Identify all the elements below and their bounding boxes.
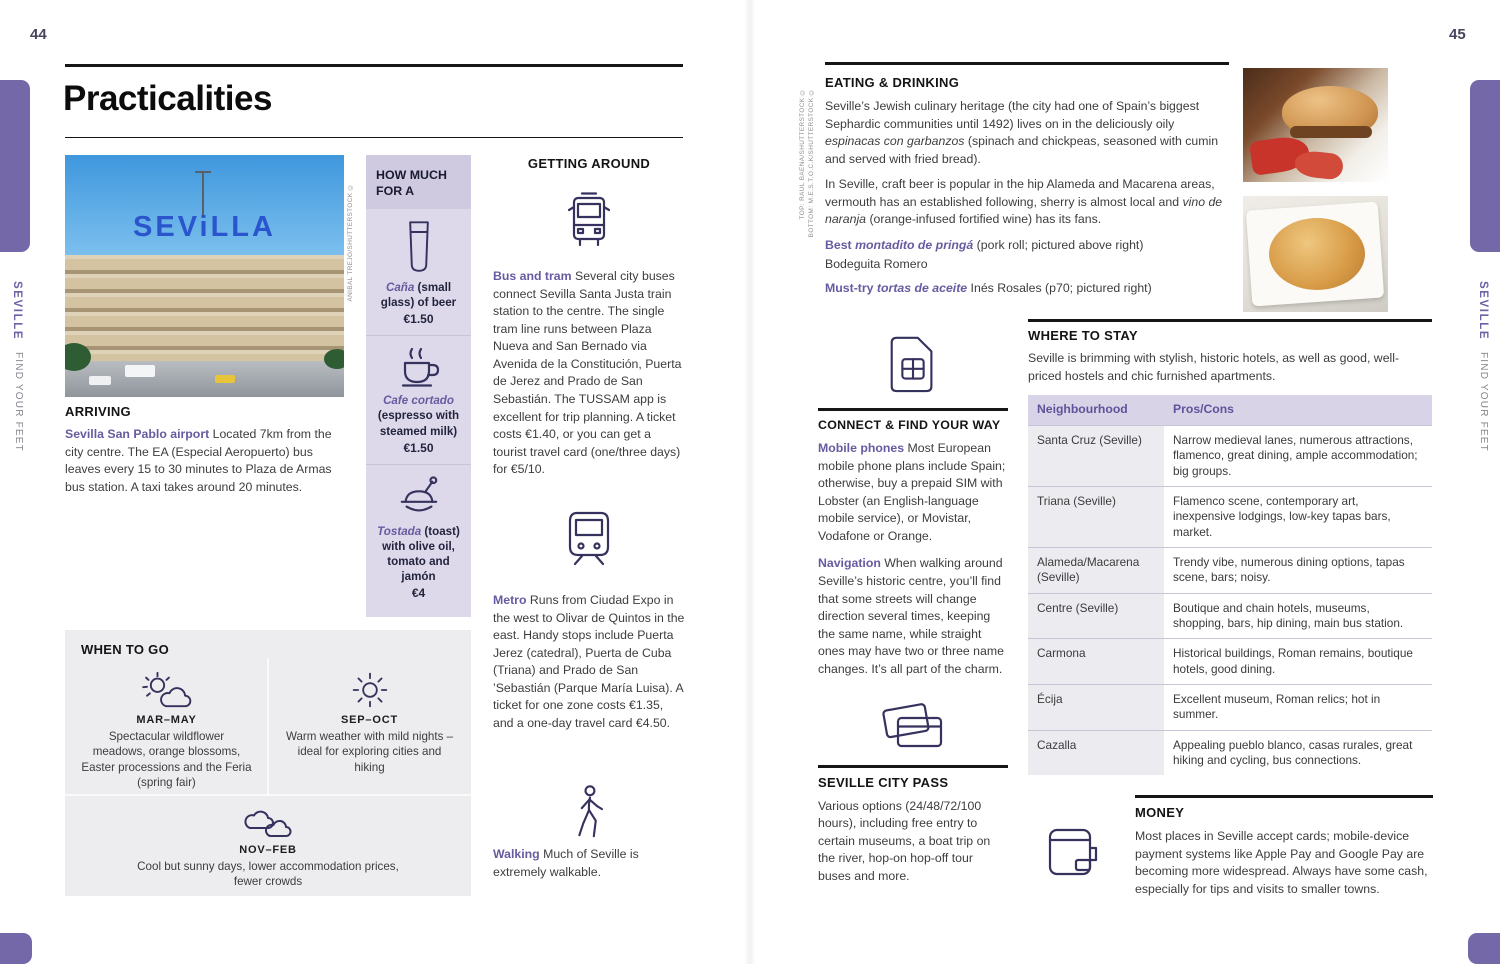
walking-body: Much of Seville is extremely walkable. (493, 847, 639, 879)
paragraph-text: In Seville, craft beer is popular in the hip Alameda and Macarena areas, vermouth has an established following, sherry is almost local and (825, 177, 1215, 209)
page-number-right: 45 (1449, 26, 1466, 43)
money-icon-wrap (1042, 822, 1102, 889)
money-heading: MONEY (1135, 805, 1185, 820)
right-edge-tab (1470, 80, 1500, 252)
credit-cards-icon (881, 699, 945, 751)
tree (324, 349, 344, 369)
walking-person-icon (571, 784, 607, 840)
pros-cons-cell: Boutique and chain hotels, museums, shopping, bars, hip dining, main bus station. (1164, 594, 1432, 639)
sun-icon (349, 670, 391, 710)
metro-lead: Metro (493, 593, 527, 607)
best-recommendation (825, 237, 1229, 255)
how-much-item-beer (366, 209, 471, 335)
bus-tram-paragraph (493, 268, 686, 479)
airport-photo (65, 155, 344, 397)
page-number-left: 44 (30, 26, 47, 43)
section-rule (1028, 319, 1432, 322)
section-rule (825, 62, 1229, 65)
metro-body: Runs from Ciudad Expo in the west to Olivar de Quintos in the east. Handy stops include Puerta Jerez (catedral), Puerta de Cuba (Triana) and Prado de San ’Sebastián (Parque María Luisa). A ticket for one zone costs €1.35, and a one-day travel card €4.50. (493, 593, 685, 731)
title-underline (65, 137, 683, 138)
table-row (1028, 638, 1432, 684)
bus-tram-body: Several city buses connect Sevilla Santa Justa train station to the centre. The single tram line runs between Plaza Nueva and San Bernado via Avenida de la Constitución, Puerta de Jerez and Prado de San Sebastián. The TUSSAM app is excellent for trip planning. A ticket costs €1.40, or you can get a tourist travel card (one/three days) for €5/10. (493, 269, 682, 477)
item-name: Caña (385, 281, 415, 295)
section-rule (818, 765, 1008, 768)
item-name: Tostada (377, 524, 422, 538)
season-text: Warm weather with mild nights – ideal for exploring cities and hiking (285, 730, 454, 774)
table-header-row (1028, 395, 1432, 425)
mobile-phones-body: Most European mobile phone plans include Spain; otherwise, buy a prepaid SIM with Lobster (an English-language mobile service), or Movistar, Vodafone or Orange. (818, 441, 1006, 543)
metro-paragraph (493, 592, 686, 733)
torta-de-aceite-photo (1243, 196, 1388, 312)
must-try-recommendation (825, 280, 1229, 298)
how-much-item-coffee (366, 335, 471, 463)
left-edge-section-label: SEVILLE (11, 281, 23, 341)
navigation-paragraph (818, 555, 1008, 678)
mobile-phones-lead: Mobile phones (818, 441, 905, 455)
sun-cloud-icon (138, 670, 196, 710)
how-much-item-tostada (366, 464, 471, 609)
metro-train-icon (564, 508, 614, 568)
best-label: Best (825, 238, 856, 253)
cloud-icon (240, 802, 296, 840)
season-label: SEP–OCT (341, 714, 398, 726)
item-price: €4 (411, 585, 426, 600)
van (125, 365, 155, 377)
item-desc: (toast) with olive oil, tomato and jamón (382, 524, 460, 583)
item-price: €1.50 (403, 440, 434, 455)
table-row (1028, 730, 1432, 776)
eating-drinking-section (825, 62, 1229, 298)
table-row (1028, 425, 1432, 486)
page-spine (744, 0, 756, 964)
bus-icon (564, 190, 614, 250)
right-edge-chapter-label: FIND YOUR FEET (1478, 352, 1489, 452)
pork-filling (1290, 126, 1372, 138)
season-cell-autumn (268, 670, 471, 775)
paragraph-text: Seville’s Jewish culinary heritage (the city had one of Spain’s biggest Sephardic communities until 1492) lives on in the deliciously oily (825, 99, 1200, 131)
arriving-heading: ARRIVING (65, 404, 131, 419)
left-edge-chapter-label: FIND YOUR FEET (13, 352, 24, 452)
item-name: Cafe cortado (383, 394, 454, 408)
table-row (1028, 684, 1432, 730)
torta-flatbread (1269, 218, 1365, 290)
neighbourhood-cell: Cazalla (1028, 731, 1164, 776)
table-row (1028, 593, 1432, 639)
beer-glass-icon (404, 219, 434, 275)
arriving-body: Located 7km from the city centre. The EA (Especial Aeropuerto) bus leaves every 15 to 30 minutes to Plaza de Armas bus station. A taxi takes around 20 minutes. (65, 427, 332, 494)
season-text: Spectacular wildflower meadows, orange blossoms, Easter processions and the Feria (spring fair) (81, 730, 252, 790)
how-much-panel (366, 155, 471, 617)
best-venue: Bodeguita Romero (825, 256, 928, 271)
paragraph-text: (spinach and chickpeas, seasoned with cumin and served with fried bread). (825, 134, 1219, 166)
taxi (215, 375, 235, 383)
light-mast-bar (195, 171, 211, 173)
neighbourhood-cell: Alameda/Macarena (Seville) (1028, 548, 1164, 593)
connect-heading: CONNECT & FIND YOUR WAY (818, 418, 1001, 432)
neighbourhood-cell: Centre (Seville) (1028, 594, 1164, 639)
page-title: Practicalities (63, 79, 272, 118)
item-price: €1.50 (403, 312, 434, 327)
where-to-stay-section (1028, 319, 1432, 775)
season-label: MAR–MAY (136, 714, 197, 726)
column-header-neighbourhood: Neighbourhood (1028, 395, 1164, 425)
connect-section (818, 334, 1008, 885)
tomato-wedge (1294, 150, 1344, 181)
must-try-note: Inés Rosales (p70; pictured right) (967, 281, 1152, 296)
where-to-stay-heading: WHERE TO STAY (1028, 328, 1138, 343)
sim-card-icon (886, 334, 940, 394)
must-try-label: Must-try (825, 281, 877, 296)
season-cell-spring (65, 670, 268, 791)
pros-cons-cell: Flamenco scene, contemporary art, inexpensive lodgings, low-key tapas bars, market. (1164, 487, 1432, 547)
photo-credit: ANIBAL TREJO/SHUTTERSTOCK © (347, 183, 354, 302)
coffee-cup-icon (397, 346, 441, 388)
italic-term: espinacas con garbanzos (825, 134, 965, 149)
season-cell-winter (65, 802, 471, 890)
neighbourhood-table (1028, 395, 1432, 775)
table-row (1028, 486, 1432, 547)
season-text: Cool but sunny days, lower accommodation prices, fewer crowds (137, 860, 399, 889)
car (89, 376, 111, 385)
pros-cons-cell: Appealing pueblo blanco, casas rurales, great hiking and cycling, bus connections. (1164, 731, 1432, 776)
left-edge-tab (0, 80, 30, 252)
section-rule (1135, 795, 1433, 798)
bottom-left-edge-tab (0, 933, 32, 964)
neighbourhood-cell: Carmona (1028, 639, 1164, 684)
when-to-go-title: WHEN TO GO (81, 642, 169, 657)
photo-credit-top: TOP: RAUL BAENA/SHUTTERSTOCK © (799, 88, 806, 220)
item-desc: (small glass) of beer (380, 281, 457, 310)
item-desc: (espresso with steamed milk) (377, 409, 460, 438)
season-label: NOV–FEB (239, 844, 297, 856)
best-dish: montadito de pringá (855, 238, 974, 253)
eating-heading: EATING & DRINKING (825, 75, 960, 90)
money-paragraph: Most places in Seville accept cards; mobile-device payment systems like Apple Pay and Google Pay are becoming more widespread. Always have some cash, especially for tips and visits to smaller towns. (1135, 829, 1428, 896)
when-to-go-panel (65, 630, 471, 896)
airport-building (65, 255, 344, 361)
navigation-body: When walking around Seville’s historic centre, you’ll find that some streets will change direction several times, keeping the same name, while straight ones may have two or three name changes. It’s all part of the charm. (818, 556, 1004, 676)
bottom-right-edge-tab (1468, 933, 1500, 964)
paragraph-text: (orange-infused fortified wine) has its fans. (866, 212, 1102, 227)
how-much-title: HOW MUCH FOR A (366, 155, 471, 209)
pros-cons-cell: Historical buildings, Roman remains, boutique hotels, good dining. (1164, 639, 1432, 684)
wallet-icon (1042, 822, 1102, 884)
walking-paragraph (493, 846, 686, 881)
sevilla-sign: SEViLLA (133, 211, 276, 243)
eating-paragraph-1 (825, 98, 1229, 168)
table-row (1028, 547, 1432, 593)
pros-cons-cell: Narrow medieval lanes, numerous attractions, flamenco, great dining, ample accommodation; big groups. (1164, 426, 1432, 486)
city-pass-heading: SEVILLE CITY PASS (818, 774, 949, 790)
italic-term: vino de naranja (825, 194, 1223, 227)
section-rule (818, 408, 1008, 411)
title-rule (65, 64, 683, 67)
pros-cons-cell: Trendy vibe, numerous dining options, tapas scene, bars; noisy. (1164, 548, 1432, 593)
mobile-phones-paragraph (818, 440, 1008, 545)
neighbourhood-cell: Santa Cruz (Seville) (1028, 426, 1164, 486)
tostada-plate-icon (393, 475, 445, 519)
neighbourhood-cell: Triana (Seville) (1028, 487, 1164, 547)
city-pass-paragraph: Various options (24/48/72/100 hours), including free entry to certain museums, a boat trip on the river, hop-on hop-off tour buses and more. (818, 798, 991, 883)
eating-paragraph-2 (825, 176, 1229, 229)
bus-tram-lead: Bus and tram (493, 269, 572, 283)
navigation-lead: Navigation (818, 556, 881, 571)
getting-around-heading: GETTING AROUND (527, 156, 651, 171)
pros-cons-cell: Excellent museum, Roman relics; hot in summer. (1164, 685, 1432, 730)
money-section (1135, 795, 1433, 898)
pork-roll-photo (1243, 68, 1388, 182)
neighbourhood-cell: Écija (1028, 685, 1164, 730)
walking-lead: Walking (493, 847, 540, 861)
must-try-dish: tortas de aceite (876, 281, 968, 296)
best-note: (pork roll; pictured above right) (973, 238, 1144, 253)
column-header-pros-cons: Pros/Cons (1164, 395, 1432, 425)
where-to-stay-intro: Seville is brimming with stylish, historic hotels, as well as good, well-priced hostels and chic furnished apartments. (1028, 351, 1400, 383)
right-edge-section-label: SEVILLE (1477, 281, 1489, 341)
panel-divider (65, 794, 471, 796)
arriving-paragraph (65, 426, 348, 496)
arriving-lead: Sevilla San Pablo airport (65, 427, 210, 441)
photo-credit-bottom: BOTTOM: M.E.S.T.O.C.K/SHUTTERSTOCK © (808, 88, 815, 238)
